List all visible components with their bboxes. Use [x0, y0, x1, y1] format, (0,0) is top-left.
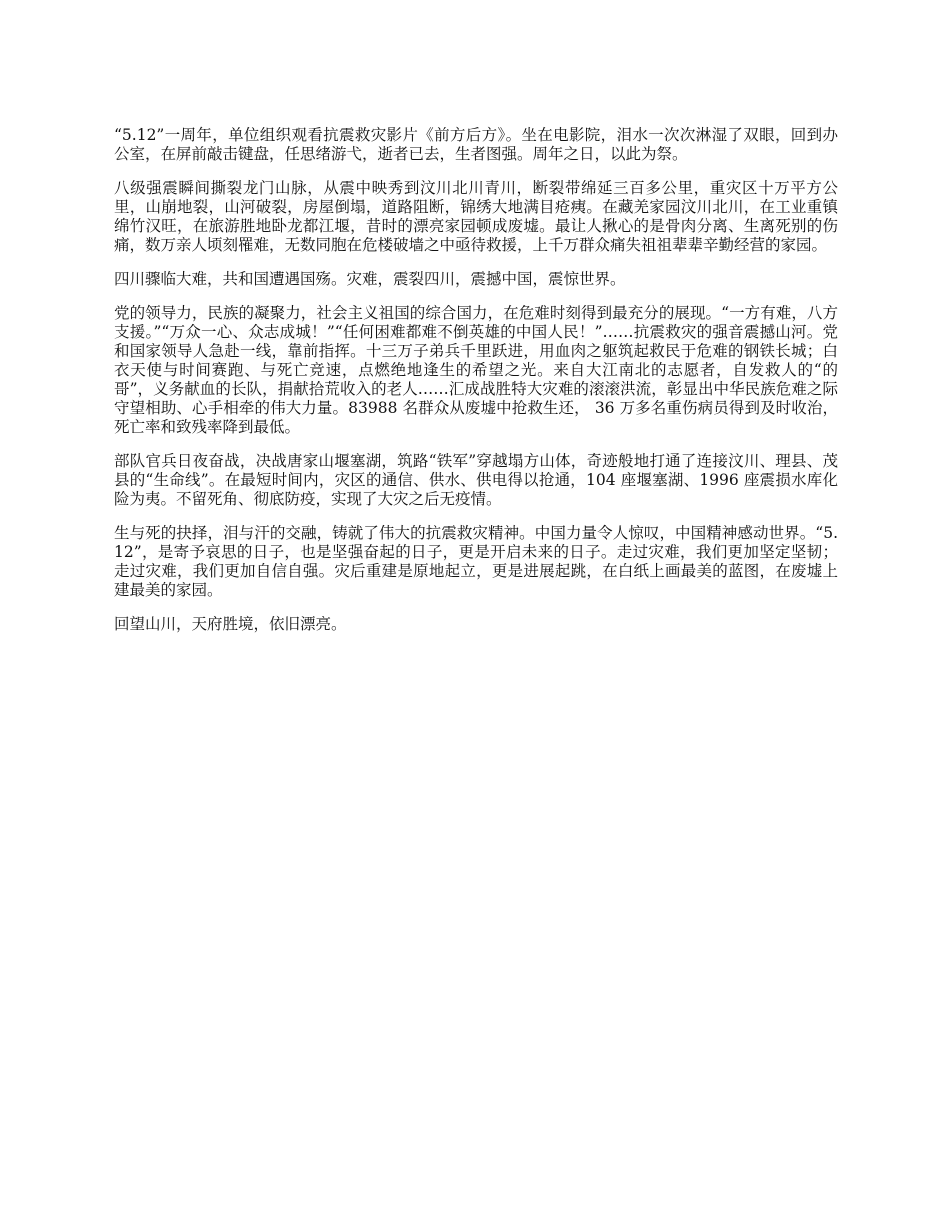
paragraph-7: 回望山川，天府胜境，依旧漂亮。 [114, 615, 347, 633]
paragraph-4: 党的领导力，民族的凝聚力，社会主义祖国的综合国力，在危难时刻得到最充分的展现。“一方有难，八方支援。”“万众一心、众志成城！”“任何困难都难不倒英雄的中国人民！”……抗震救灾的强音震撼山河。党和国家领导人急赴一线，靠前指挥。十三万子弟兵千里跃进，用血肉之躯筑起救民于危难的钢铁长城；白衣天使与时间赛跑、与死亡竞速，点燃绝地逢生的希望之光。来自大江南北的志愿者，自发救人的“的哥”，义务献血的长队，捐献拾荒收入的老人……汇成战胜特大灾难的滚滚洪流，彰显出中华民族危难之际守望相助、心手相牵的伟大力量。83988 名群众从废墟中抢救生还， 36 万多名重伤病员得到及时收治，死亡率和致残率降到最低。 [114, 304, 838, 436]
document-body [114, 126, 838, 649]
paragraph-2: 八级强震瞬间撕裂龙门山脉，从震中映秀到汶川北川青川，断裂带绵延三百多公里，重灾区十万平方公里，山崩地裂，山河破裂，房屋倒塌，道路阻断，锦绣大地满目疮痍。在藏羌家园汶川北川，在工业重镇绵竹汉旺，在旅游胜地卧龙都江堰，昔时的漂亮家园顿成废墟。最让人揪心的是骨肉分离、生离死别的伤痛，数万亲人顷刻罹难，无数同胞在危楼破墙之中亟待救援，上千万群众痛失祖祖辈辈辛勤经营的家园。 [114, 179, 838, 254]
paragraph-1: “5.12”一周年，单位组织观看抗震救灾影片《前方后方》。坐在电影院，泪水一次次淋湿了双眼，回到办公室，在屏前敲击键盘，任思绪游弋，逝者已去，生者图强。周年之日，以此为祭。 [114, 126, 838, 163]
paragraph-5: 部队官兵日夜奋战，决战唐家山堰塞湖，筑路“铁军”穿越塌方山体，奇迹般地打通了连接汶川、理县、茂县的“生命线”。在最短时间内，灾区的通信、供水、供电得以抢通，104 座堰塞湖、1996 座震损水库化险为夷。不留死角、彻底防疫，实现了大灾之后无疫情。 [114, 452, 838, 508]
paragraph-6: 生与死的抉择，泪与汗的交融，铸就了伟大的抗震救灾精神。中国力量令人惊叹，中国精神感动世界。“5.12”，是寄予哀思的日子，也是坚强奋起的日子，更是开启未来的日子。走过灾难，我们更加坚定坚韧；走过灾难，我们更加自信自强。灾后重建是原地起立，更是进展起跳，在白纸上画最美的蓝图，在废墟上建最美的家园。 [114, 524, 838, 599]
paragraph-3: 四川骤临大难，共和国遭遇国殇。灾难，震裂四川，震撼中国，震惊世界。 [114, 270, 626, 288]
